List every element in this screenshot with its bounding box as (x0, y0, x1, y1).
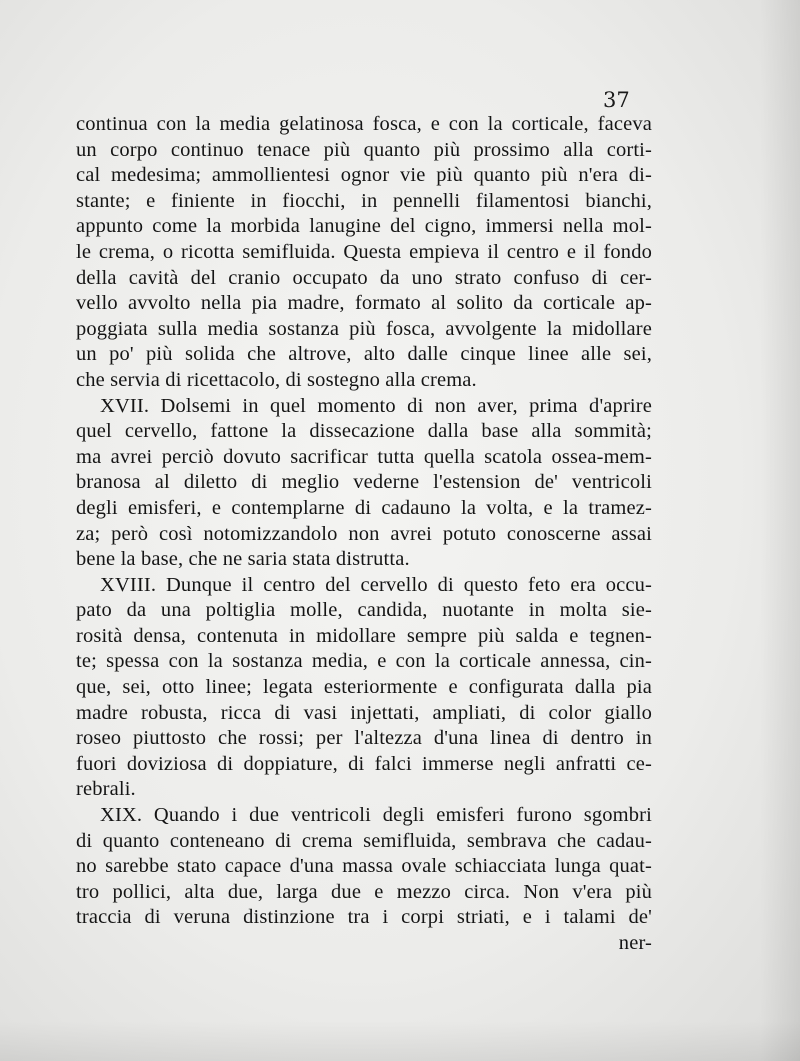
text-line: za; però così notomizzandolo non avrei potuto conoscerne assai (76, 522, 652, 545)
text-line: continua con la media gelatinosa fosca, e con la corticale, faceva (76, 113, 652, 135)
text-line: della cavità del cranio occupato da uno strato confuso di cer- (76, 266, 652, 289)
catchword: ner- (618, 932, 652, 954)
text-line: ma avrei perciò dovuto sacrificar tutta quella scatola ossea-mem- (76, 445, 652, 468)
text-line: quel cervello, fattone la dissecazione dalla base alla sommità; (76, 420, 652, 443)
text-line: vello avvolto nella pia madre, formato al solito da corticale ap- (76, 292, 652, 315)
page-bottom-shadow (0, 1021, 800, 1061)
text-line: traccia di veruna distinzione tra i corpi striati, e i talami de' (76, 906, 652, 929)
text-line: rebrali. (76, 778, 136, 801)
text-line: cal medesima; ammollientesi ognor vie più quanto più n'era di- (76, 164, 652, 187)
body-text (76, 112, 652, 957)
text-line: bene la base, che ne saria stata distrutta. (76, 548, 410, 571)
text-line: te; spessa con la sostanza media, e con la corticale annessa, cin- (76, 650, 652, 673)
text-line: degli emisferi, e contemplarne di cadauno la volta, e la tramez- (76, 496, 652, 519)
text-line: poggiata sulla media sostanza più fosca, avvolgente la midollare (76, 317, 652, 340)
text-line: di quanto conteneano di crema semifluida, sembrava che cadau- (76, 829, 652, 852)
page-number: 37 (603, 88, 630, 112)
text-line: fuori doviziosa di doppiature, di falci immerse negli anfratti ce- (76, 752, 652, 775)
section-heading-line: XVIII. Dunque il centro del cervello di questo feto era occu- (100, 573, 652, 596)
text-line: un corpo continuo tenace più quanto più prossimo alla corti- (76, 138, 652, 161)
text-line: madre robusta, ricca di vasi injettati, ampliati, di color giallo (76, 701, 652, 724)
section-heading-line: XIX. Quando i due ventricoli degli emisferi furono sgombri (100, 804, 652, 827)
text-line: rosità densa, contenuta in midollare sempre più salda e tegnen- (76, 624, 652, 647)
text-line: branosa al diletto di meglio vederne l'estension de' ventricoli (76, 471, 652, 494)
text-line: appunto come la morbida lanugine del cigno, immersi nella mol- (76, 215, 652, 238)
text-line: che servia di ricettacolo, di sostegno alla crema. (76, 368, 477, 391)
page-edge-shadow (760, 0, 800, 1061)
text-line: que, sei, otto linee; legata esteriormente e configurata dalla pia (76, 676, 652, 699)
text-line: pato da una poltiglia molle, candida, nuotante in molta sie- (76, 599, 652, 622)
text-line: tro pollici, alta due, larga due e mezzo circa. Non v'era più (76, 880, 652, 903)
text-line: no sarebbe stato capace d'una massa ovale schiacciata lunga quat- (76, 855, 652, 878)
text-line: roseo piuttosto che rossi; per l'altezza d'una linea di dentro in (76, 727, 652, 750)
text-line: un po' più solida che altrove, alto dalle cinque linee alle sei, (76, 343, 652, 366)
text-line: le crema, o ricotta semifluida. Questa empieva il centro e il fondo (76, 240, 652, 263)
section-heading-line: XVII. Dolsemi in quel momento di non aver, prima d'aprire (100, 394, 652, 417)
text-line: stante; e finiente in fiocchi, in pennelli filamentosi bianchi, (76, 189, 652, 212)
